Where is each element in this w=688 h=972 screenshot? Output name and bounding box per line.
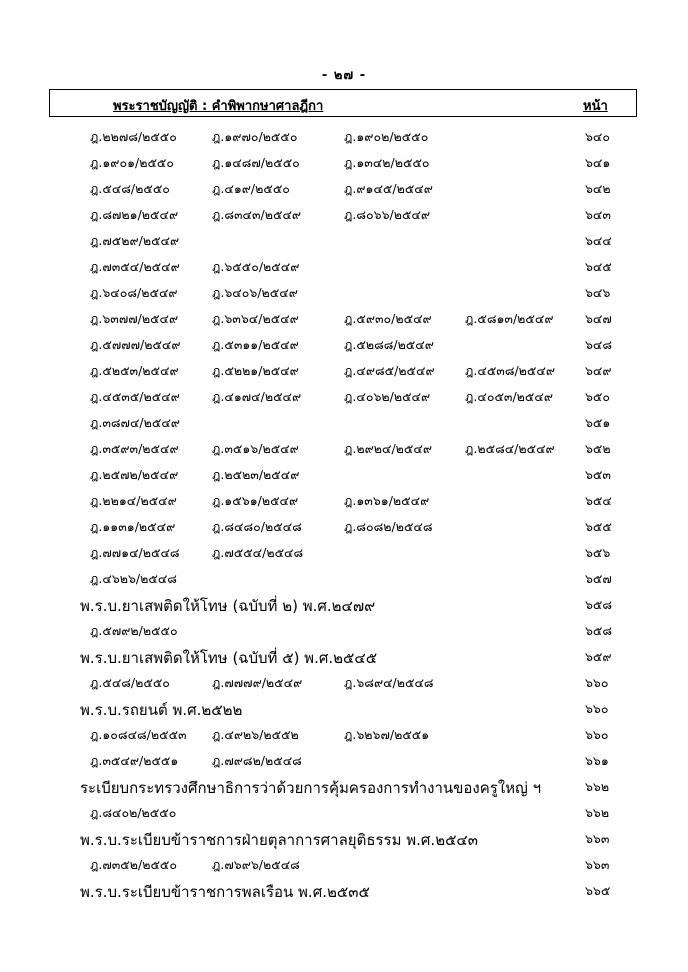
- act-heading-row: [0, 696, 688, 722]
- page-ref: ๖๕๙: [585, 649, 612, 664]
- case-reference: ฎ.๒๕๘๔/๒๕๔๙: [465, 441, 555, 456]
- case-reference: ฎ.๕๒๕๓/๒๕๔๙: [90, 363, 179, 378]
- case-ref-row: [0, 254, 688, 280]
- case-reference: ฎ.๘๐๖๖/๒๕๔๙: [344, 207, 431, 222]
- case-reference: ฎ.๔๙๒๖/๒๕๕๒: [212, 727, 299, 742]
- case-reference: ฎ.๒๒๑๔/๒๕๔๙: [90, 493, 177, 508]
- case-ref-row: [0, 280, 688, 306]
- case-reference: ฎ.๕๘๑๓/๒๕๔๙: [465, 311, 554, 326]
- case-reference: ฎ.๕๔๘/๒๕๕๐: [90, 181, 170, 196]
- case-reference: ฎ.๒๕๒๓/๒๕๔๙: [212, 467, 300, 482]
- page-ref: ๖๕๘: [585, 597, 613, 612]
- case-reference: ฎ.๘๓๔๓/๒๕๔๙: [212, 207, 302, 222]
- page-ref: ๖๕๘: [585, 623, 613, 638]
- case-ref-row: [0, 566, 688, 592]
- index-list: [0, 124, 688, 904]
- case-ref-row: [0, 800, 688, 826]
- case-ref-row: [0, 748, 688, 774]
- page-ref: ๖๔๑: [585, 155, 611, 170]
- page-ref: ๖๔๙: [585, 363, 612, 378]
- case-reference: ฎ.๕๒๘๘/๒๕๔๙: [344, 337, 434, 352]
- case-reference: ฎ.๕๗๙๒/๒๕๕๐: [90, 623, 178, 638]
- case-ref-row: [0, 358, 688, 384]
- case-reference: ฎ.๒๕๗๒/๒๕๔๙: [90, 467, 179, 482]
- act-title: ระเบียบกระทรวงศึกษาธิการว่าด้วยการคุ้มครองการทำงานของครูใหญ่ ฯ: [80, 779, 542, 797]
- case-ref-row: [0, 410, 688, 436]
- case-reference: ฎ.๘๔๘๐/๒๕๔๘: [212, 519, 302, 534]
- page-ref: ๖๕๔: [585, 493, 612, 508]
- page-ref: ๖๕๐: [585, 389, 611, 404]
- act-heading-row: [0, 644, 688, 670]
- page-ref: ๖๖๒: [585, 805, 610, 820]
- page-ref: ๖๖๕: [585, 883, 611, 898]
- page-ref: ๖๔๒: [585, 181, 611, 196]
- case-reference: ฎ.๖๓๖๔/๒๕๔๙: [212, 311, 299, 326]
- page-ref: ๖๔๐: [585, 129, 611, 144]
- case-reference: ฎ.๑๐๘๔๘/๒๕๕๓: [90, 727, 187, 742]
- case-ref-row: [0, 124, 688, 150]
- act-heading-row: [0, 826, 688, 852]
- case-reference: ฎ.๕๒๒๑/๒๕๔๙: [212, 363, 299, 378]
- act-heading-row: [0, 592, 688, 618]
- case-reference: ฎ.๓๕๑๖/๒๕๔๙: [212, 441, 299, 456]
- case-reference: ฎ.๘๗๒๑/๒๕๔๙: [90, 207, 179, 222]
- act-title: พ.ร.บ.ระเบียบข้าราชการพลเรือน พ.ศ.๒๕๓๕: [80, 883, 370, 901]
- page-ref: ๖๕๕: [585, 519, 612, 534]
- case-ref-row: [0, 462, 688, 488]
- case-ref-row: [0, 176, 688, 202]
- case-reference: ฎ.๗๗๑๔/๒๕๔๘: [90, 545, 180, 560]
- case-reference: ฎ.๖๕๕๐/๒๕๔๙: [212, 259, 300, 274]
- case-reference: ฎ.๖๘๙๔/๒๕๔๘: [344, 675, 434, 690]
- page-ref: ๖๖๐: [585, 701, 609, 716]
- case-ref-row: [0, 852, 688, 878]
- case-reference: ฎ.๕๓๑๑/๒๕๔๙: [212, 337, 299, 352]
- case-ref-row: [0, 722, 688, 748]
- case-reference: ฎ.๕๗๗๗/๒๕๔๙: [90, 337, 181, 352]
- page-ref: ๖๔๘: [585, 337, 613, 352]
- case-ref-row: [0, 618, 688, 644]
- case-reference: ฎ.๕๔๘/๒๕๕๐: [90, 675, 170, 690]
- case-reference: ฎ.๗๗๗๙/๒๕๔๙: [212, 675, 303, 690]
- case-reference: ฎ.๖๒๖๗/๒๕๕๑: [344, 727, 430, 742]
- case-reference: ฎ.๔๕๓๘/๒๕๔๙: [465, 363, 556, 378]
- case-reference: ฎ.๔๐๖๒/๒๕๔๙: [344, 389, 431, 404]
- page-ref: ๖๖๒: [585, 779, 610, 794]
- case-ref-row: [0, 384, 688, 410]
- case-reference: ฎ.๑๕๖๑/๒๕๔๙: [212, 493, 299, 508]
- case-ref-row: [0, 150, 688, 176]
- index-header-page-label: หน้า: [583, 99, 608, 114]
- page-ref: ๖๔๖: [585, 285, 611, 300]
- case-ref-row: [0, 228, 688, 254]
- case-ref-row: [0, 332, 688, 358]
- page-ref: ๖๖๓: [585, 857, 610, 872]
- page-ref: ๖๖๑: [585, 753, 609, 768]
- case-reference: ฎ.๗๙๘๒/๒๕๔๘: [212, 753, 302, 768]
- case-reference: ฎ.๗๖๙๖/๒๕๔๘: [212, 857, 300, 872]
- case-reference: ฎ.๘๔๐๒/๒๕๕๐: [90, 805, 177, 820]
- case-reference: ฎ.๑๔๘๗/๒๕๕๐: [212, 155, 300, 170]
- act-heading-row: [0, 878, 688, 904]
- act-title: พ.ร.บ.ยาเสพติดให้โทษ (ฉบับที่ ๕) พ.ศ.๒๕๔๕: [80, 649, 378, 667]
- case-reference: ฎ.๔๑๙/๒๕๕๐: [212, 181, 290, 196]
- case-reference: ฎ.๖๔๐๖/๒๕๔๙: [212, 285, 298, 300]
- case-reference: ฎ.๖๔๐๘/๒๕๔๙: [90, 285, 178, 300]
- index-header: [49, 89, 637, 117]
- case-ref-row: [0, 202, 688, 228]
- case-reference: ฎ.๘๐๘๒/๒๕๔๘: [344, 519, 433, 534]
- case-reference: ฎ.๑๓๖๑/๒๕๔๙: [344, 493, 430, 508]
- case-reference: ฎ.๙๑๔๕/๒๕๔๙: [344, 181, 433, 196]
- case-reference: ฎ.๗๕๕๔/๒๕๔๘: [212, 545, 304, 560]
- page-ref: ๖๕๓: [585, 467, 611, 482]
- page-ref: ๖๔๕: [585, 259, 612, 274]
- page-ref: ๖๖๓: [585, 831, 610, 846]
- case-reference: ฎ.๒๒๗๘/๒๕๕๐: [90, 129, 177, 144]
- act-title: พ.ร.บ.ยาเสพติดให้โทษ (ฉบับที่ ๒) พ.ศ.๒๔๗๙: [80, 597, 376, 615]
- case-reference: ฎ.๔๙๘๕/๒๕๔๙: [344, 363, 435, 378]
- page-ref: ๖๕๒: [585, 441, 611, 456]
- page-ref: ๖๔๔: [585, 233, 612, 248]
- page-ref: ๖๔๓: [585, 207, 611, 222]
- case-reference: ฎ.๔๖๒๖/๒๕๔๘: [90, 571, 177, 586]
- case-reference: ฎ.๗๓๕๒/๒๕๕๐: [90, 857, 178, 872]
- case-ref-row: [0, 670, 688, 696]
- case-reference: ฎ.๔๐๕๓/๒๕๔๙: [465, 389, 553, 404]
- case-reference: ฎ.๑๙๗๐/๒๕๕๐: [212, 129, 298, 144]
- case-reference: ฎ.๕๙๓๐/๒๕๔๙: [344, 311, 432, 326]
- case-ref-row: [0, 540, 688, 566]
- case-reference: ฎ.๓๕๙๓/๒๕๔๙: [90, 441, 179, 456]
- case-reference: ฎ.๔๑๗๔/๒๕๔๙: [212, 389, 302, 404]
- page-ref: ๖๕๖: [585, 545, 611, 560]
- page-ref: ๖๕๑: [585, 415, 611, 430]
- act-title: พ.ร.บ.รถยนต์ พ.ศ.๒๕๒๒: [80, 701, 243, 719]
- page-ref: ๖๕๗: [585, 571, 612, 586]
- case-reference: ฎ.๗๕๒๙/๒๕๔๙: [90, 233, 180, 248]
- index-header-title: พระราชบัญญัติ : คำพิพากษาศาลฎีกา: [113, 99, 324, 114]
- act-title: พ.ร.บ.ระเบียบข้าราชการฝ่ายตุลาการศาลยุติธรรม พ.ศ.๒๕๔๓: [80, 831, 479, 849]
- case-reference: ฎ.๓๘๗๔/๒๕๔๙: [90, 415, 180, 430]
- page-number: - ๒๗ -: [321, 68, 367, 83]
- act-heading-row: [0, 774, 688, 800]
- case-ref-row: [0, 306, 688, 332]
- case-reference: ฎ.๑๑๓๑/๒๕๔๙: [90, 519, 176, 534]
- page-ref: ๖๖๐: [585, 727, 609, 742]
- case-ref-row: [0, 514, 688, 540]
- case-reference: ฎ.๔๕๓๕/๒๕๔๙: [90, 389, 180, 404]
- case-ref-row: [0, 436, 688, 462]
- case-reference: ฎ.๒๙๒๔/๒๕๔๙: [344, 441, 432, 456]
- page-ref: ๖๔๗: [585, 311, 612, 326]
- case-ref-row: [0, 488, 688, 514]
- case-reference: ฎ.๗๓๕๔/๒๕๔๙: [90, 259, 180, 274]
- case-reference: ฎ.๑๓๔๒/๒๕๕๐: [344, 155, 430, 170]
- case-reference: ฎ.๓๕๔๙/๒๕๕๑: [90, 753, 179, 768]
- case-reference: ฎ.๖๓๗๗/๒๕๔๙: [90, 311, 179, 326]
- case-reference: ฎ.๑๙๐๑/๒๕๕๐: [90, 155, 175, 170]
- case-reference: ฎ.๑๙๐๒/๒๕๕๐: [344, 129, 429, 144]
- page-ref: ๖๖๐: [585, 675, 609, 690]
